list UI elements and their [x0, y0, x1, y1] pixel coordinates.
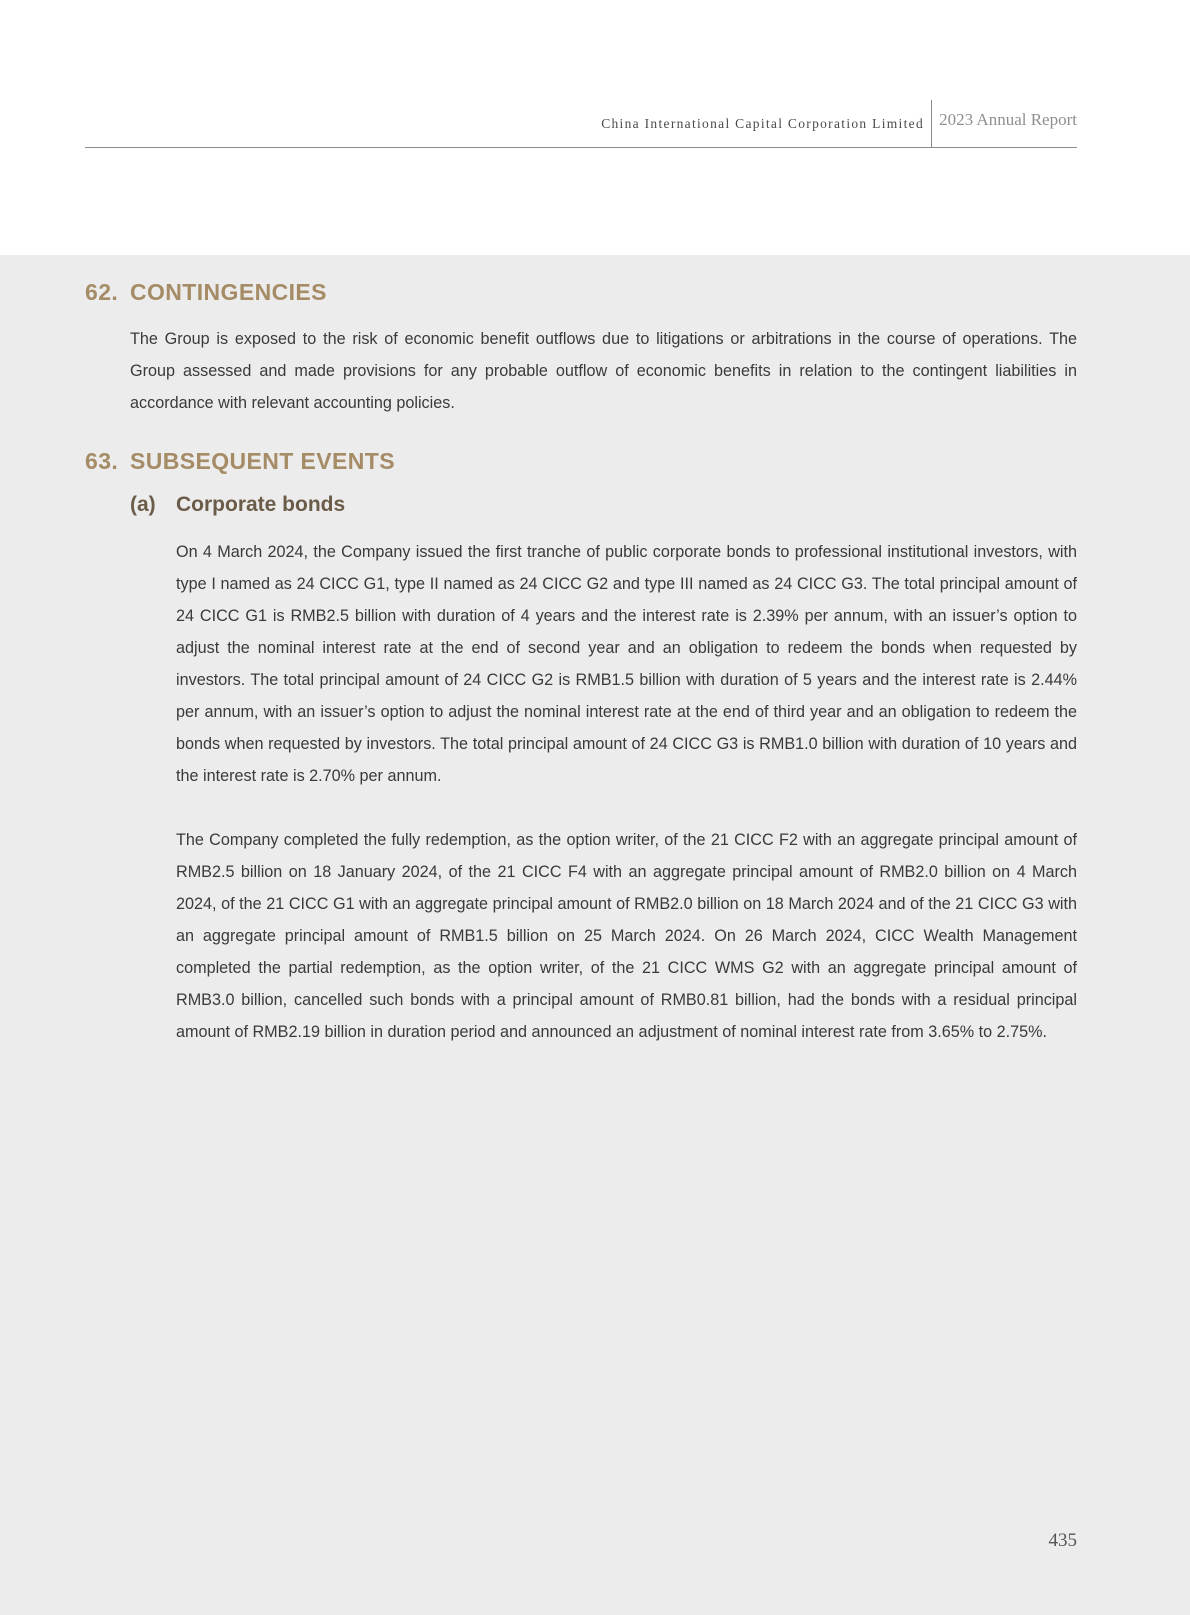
header-report-title: 2023 Annual Report: [939, 110, 1077, 129]
subsection-title: Corporate bonds: [176, 493, 346, 516]
section-title: SUBSEQUENT EVENTS: [130, 448, 395, 474]
bond-redemption-paragraph: The Company completed the fully redemption, as the option writer, of the 21 CICC F2 with an aggregate principal amount of RMB2.5 billion on 18 January 2024, of the 21 CICC F4 with an aggregate principal amount of RMB2.0 billion on 4 March 2024, of the 21 CICC G1 with an aggregate principal amount of RMB2.0 billion on 18 March 2024 and of the 21 CICC G3 with an aggregate principal amount of RMB1.5 billion on 25 March 2024. On 26 March 2024, CICC Wealth Management completed the partial redemption, as the option writer, of the 21 CICC WMS G2 with an aggregate principal amount of RMB3.0 billion, cancelled such bonds with a principal amount of RMB0.81 billion, had the bonds with a residual principal amount of RMB2.19 billion in duration period and announced an adjustment of nominal interest rate from 3.65% to 2.75%.: [176, 831, 1077, 1041]
section-number: 62.: [85, 279, 119, 305]
subsection-heading-corporate-bonds: [130, 493, 345, 517]
section-heading-subsequent-events: [85, 448, 395, 475]
page-header: [85, 100, 1077, 148]
section-heading-contingencies: [85, 279, 327, 306]
header-company-name: China International Capital Corporation Limited: [601, 116, 924, 131]
header-divider: [931, 100, 932, 147]
contingencies-paragraph: The Group is exposed to the risk of economic benefit outflows due to litigations or arbitrations in the course of operations. The Group assessed and made provisions for any probable outflow of economic benefits in relation to the contingent liabilities in accordance with relevant accounting policies.: [130, 330, 1077, 412]
page-number: 435: [1048, 1530, 1077, 1551]
bond-issuance-paragraph: On 4 March 2024, the Company issued the first tranche of public corporate bonds to professional institutional investors, with type I named as 24 CICC G1, type II named as 24 CICC G2 and type III named as 24 CICC G3. The total principal amount of 24 CICC G1 is RMB2.5 billion with duration of 4 years and the interest rate is 2.39% per annum, with an issuer’s option to adjust the nominal interest rate at the end of second year and an obligation to redeem the bonds when requested by investors. The total principal amount of 24 CICC G2 is RMB1.5 billion with duration of 5 years and the interest rate is 2.44% per annum, with an issuer’s option to adjust the nominal interest rate at the end of third year and an obligation to redeem the bonds when requested by investors. The total principal amount of 24 CICC G3 is RMB1.0 billion with duration of 10 years and the interest rate is 2.70% per annum.: [176, 543, 1077, 785]
subsection-label: (a): [130, 493, 156, 516]
section-title: CONTINGENCIES: [130, 279, 327, 305]
section-number: 63.: [85, 448, 119, 474]
